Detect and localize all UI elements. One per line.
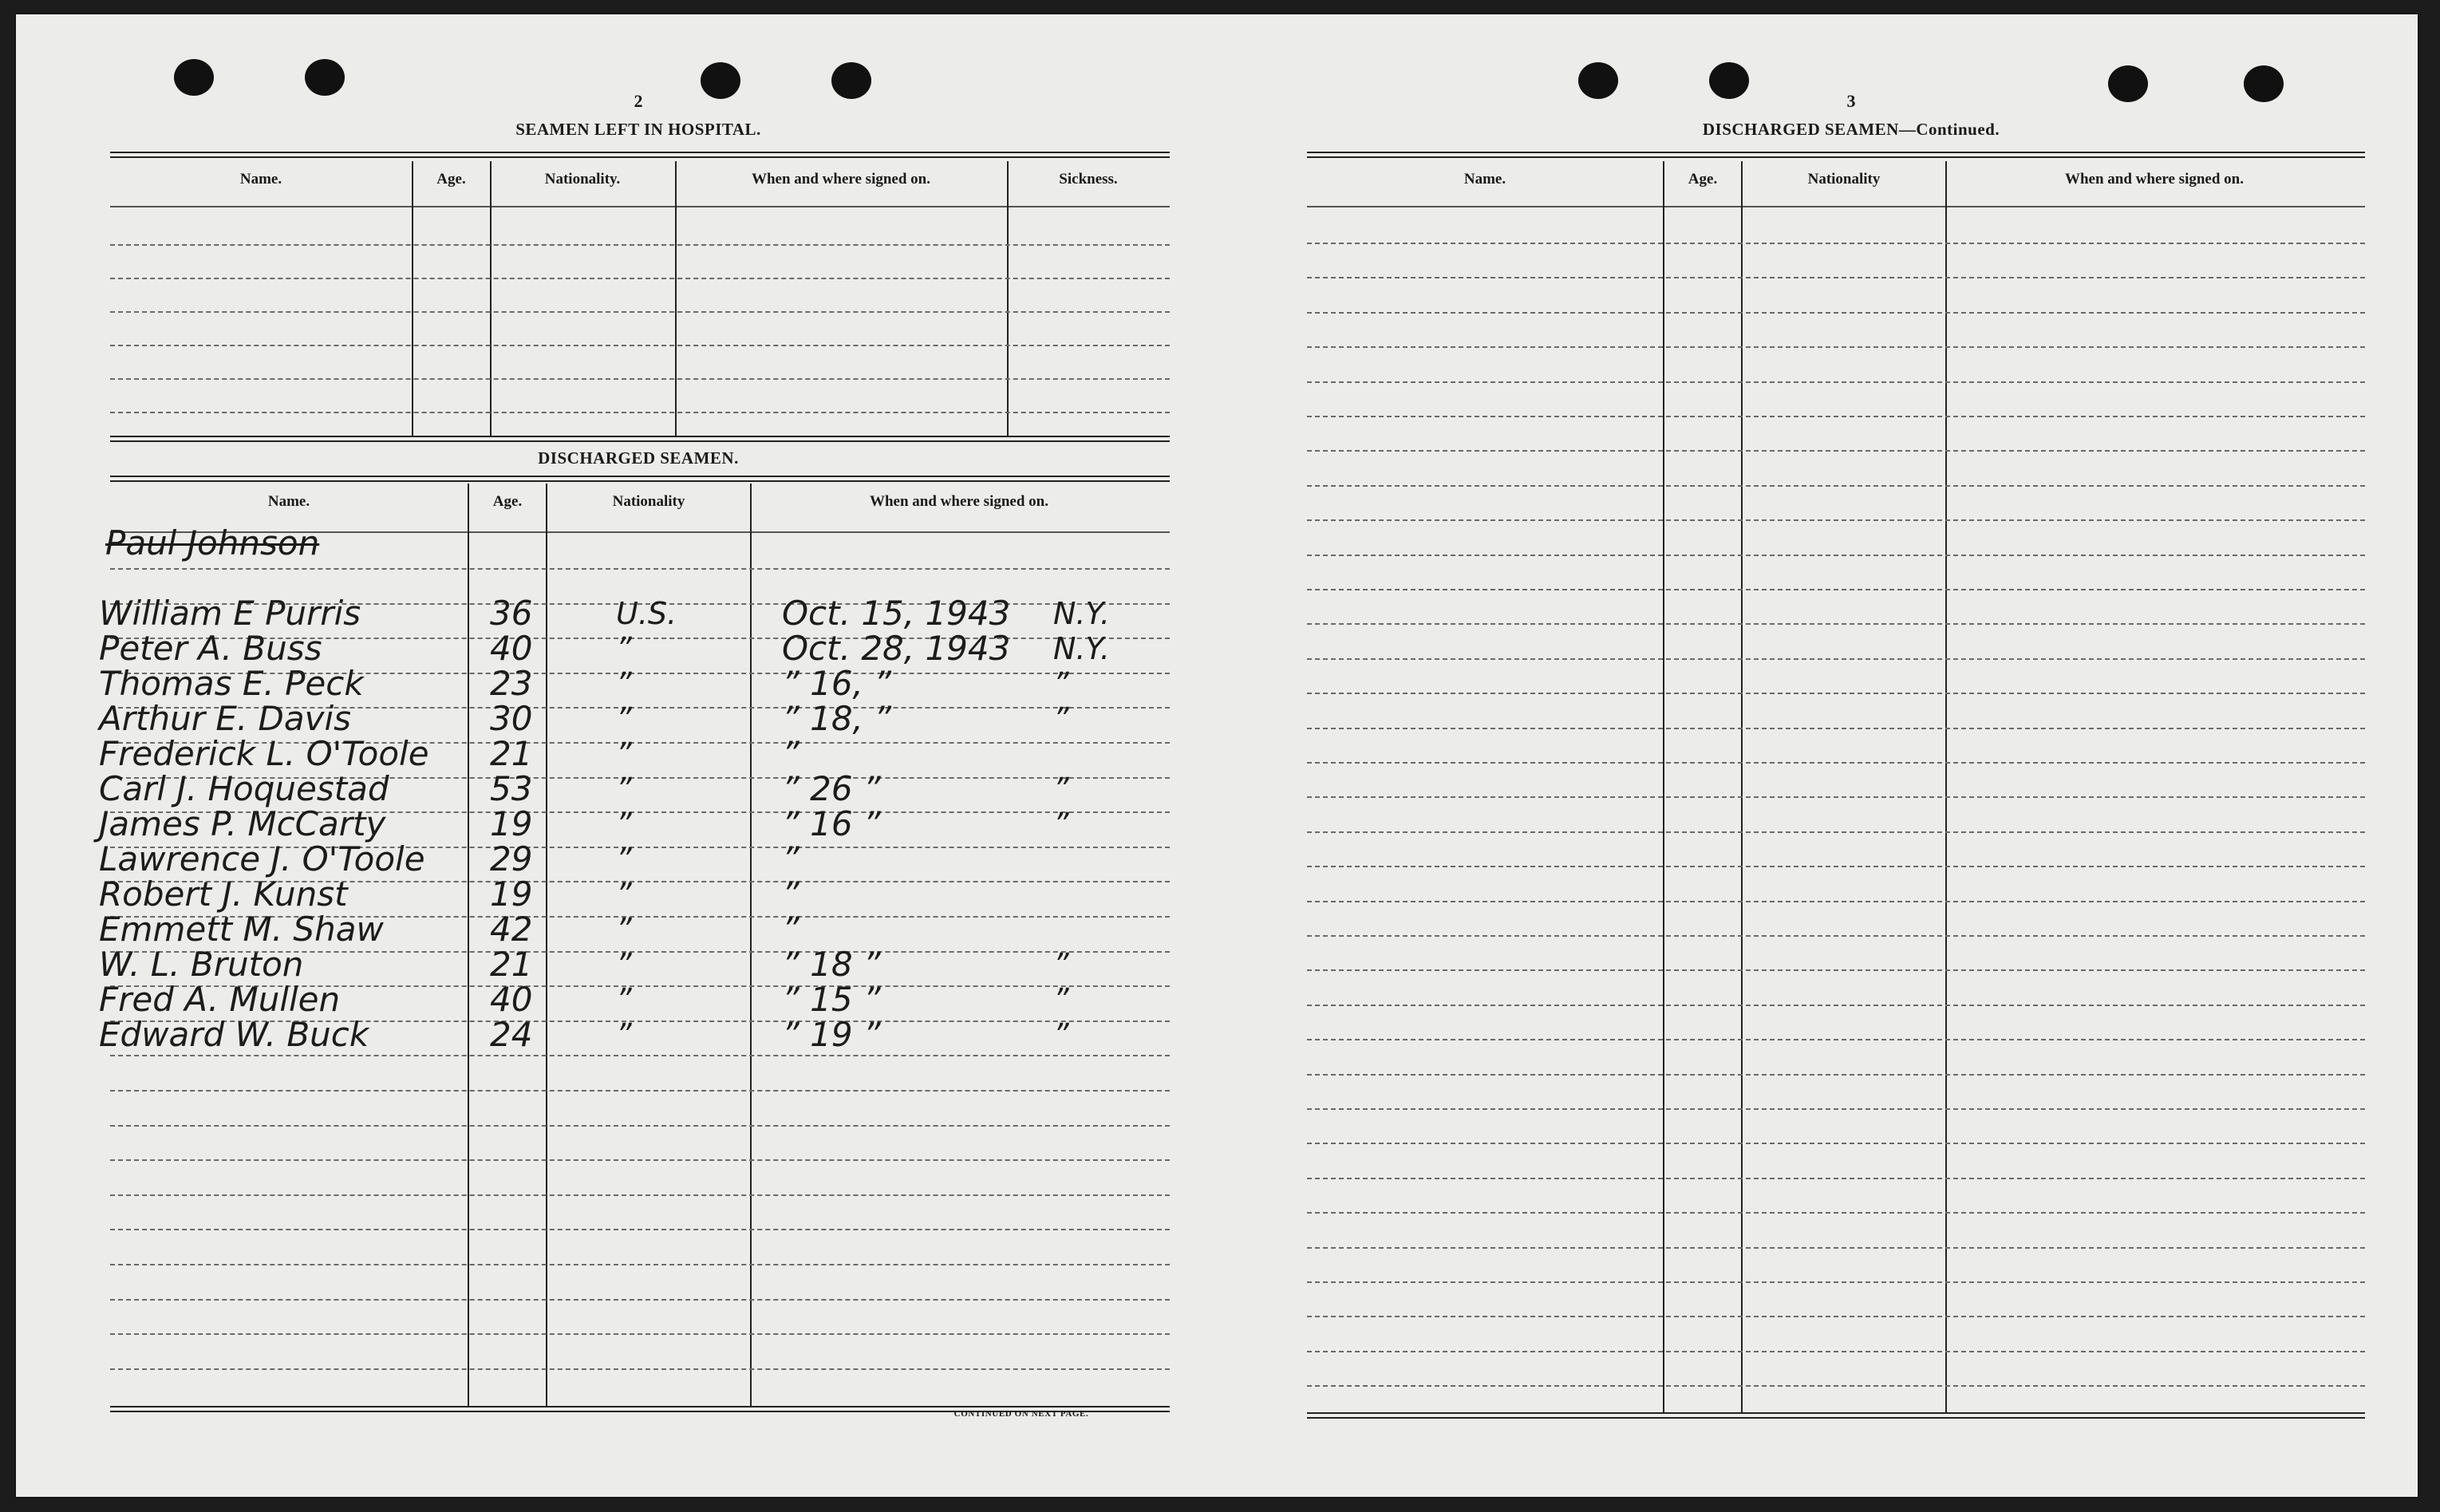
entry-date: ” 18 ” [782, 945, 881, 984]
entry-nat: ” [616, 982, 632, 1017]
ruled-line [110, 1264, 1170, 1265]
entry-age: 42 [490, 910, 533, 949]
ruled-line [110, 1090, 1170, 1092]
entry-name: Carl J. Hoquestad [99, 769, 389, 808]
entry-age: 19 [490, 804, 533, 843]
ruled-line [1307, 555, 2365, 556]
entry-nat: ” [616, 736, 632, 772]
column-divider [1007, 161, 1009, 436]
ruled-line [110, 311, 1170, 313]
entry-age: 23 [490, 664, 533, 703]
column-divider [1945, 161, 1947, 1412]
ruled-line [110, 568, 1170, 570]
entry-nat: U.S. [616, 596, 677, 631]
continued-header-name: Name. [1463, 171, 1506, 188]
punch-hole [174, 59, 214, 96]
ruled-line [1307, 728, 2365, 729]
ruled-line [1307, 658, 2365, 660]
column-divider [1741, 161, 1743, 1412]
entry-nat: ” [616, 1017, 632, 1052]
table-top-rule [1307, 156, 2365, 158]
entry-name: Peter A. Buss [99, 629, 322, 668]
table-bottom-rule [110, 436, 1170, 437]
table-top-rule [110, 156, 1170, 158]
entry-age: 24 [490, 1015, 533, 1054]
table-bottom-rule [1307, 1417, 2365, 1419]
ruled-line [1307, 796, 2365, 798]
entry-name: Fred A. Mullen [99, 980, 341, 1019]
discharged-header-signed-on: When and where signed on. [869, 493, 1048, 510]
continued-header-signed-on: When and where signed on. [2064, 171, 2244, 188]
entry-place: ” [1053, 701, 1069, 736]
entry-name: James P. McCarty [99, 804, 386, 843]
punch-hole [305, 59, 345, 96]
entry-date: ” 26 ” [782, 769, 881, 808]
entry-nat: ” [616, 631, 632, 666]
entry-nat: ” [616, 807, 632, 842]
entry-nat: ” [616, 912, 632, 947]
ruled-line [1307, 416, 2365, 417]
ruled-line [1307, 485, 2365, 487]
hospital-section-title: SEAMEN LEFT IN HOSPITAL. [515, 120, 761, 139]
ruled-line [1307, 1316, 2365, 1317]
entry-date: ” [782, 734, 800, 773]
ruled-line [1307, 1143, 2365, 1144]
entry-age: 29 [490, 839, 533, 878]
entry-name: Arthur E. Davis [99, 699, 352, 738]
column-divider [750, 484, 752, 1406]
punch-hole [2108, 65, 2148, 102]
ruled-line [1307, 1351, 2365, 1352]
ruled-line [110, 1055, 1170, 1056]
ruled-line [110, 1368, 1170, 1370]
hospital-header-age: Age. [436, 171, 466, 188]
entry-place: ” [1053, 807, 1069, 842]
hospital-header-signed-on: When and where signed on. [751, 171, 930, 188]
ruled-line [1307, 589, 2365, 590]
entry-date: ” 16 ” [782, 804, 881, 843]
ruled-line [110, 412, 1170, 413]
entry-name: Emmett M. Shaw [99, 910, 384, 949]
punch-hole [831, 62, 871, 99]
entry-age: 21 [490, 734, 533, 773]
table-top-rule [110, 152, 1170, 153]
continued-header-nationality: Nationality [1807, 171, 1881, 188]
ruled-line [1307, 1247, 2365, 1249]
entry-place: ” [1053, 666, 1069, 701]
ruled-line [1307, 519, 2365, 521]
ruled-line [1307, 312, 2365, 314]
entry-place: N.Y. [1053, 596, 1110, 631]
header-underline [110, 206, 1170, 207]
ruled-line [1307, 1039, 2365, 1040]
entry-place: ” [1053, 772, 1069, 807]
ruled-line [1307, 450, 2365, 452]
entry-age: 36 [490, 594, 533, 633]
table-bottom-rule [1307, 1412, 2365, 1414]
entry-age: 40 [490, 629, 533, 668]
entry-date: ” [782, 874, 800, 914]
ruled-line [110, 244, 1170, 246]
table-bottom-rule [110, 1406, 1170, 1407]
ruled-line [1307, 243, 2365, 244]
ruled-line [1307, 866, 2365, 867]
table-bottom-rule [110, 440, 1170, 442]
continued-header-age: Age. [1688, 171, 1718, 188]
entry-date: ” 16, ” [782, 664, 892, 703]
entry-date: ” 18, ” [782, 699, 892, 738]
punch-hole [701, 62, 740, 99]
entry-nat: ” [616, 877, 632, 912]
ruled-line [110, 1299, 1170, 1301]
column-divider [490, 161, 492, 436]
discharged-header-age: Age. [492, 493, 523, 510]
table-top-rule [110, 476, 1170, 477]
entry-age: 19 [490, 874, 533, 914]
entry-date: ” [782, 910, 800, 949]
struck-name-entry: Paul Johnson [105, 523, 320, 563]
hospital-header-name: Name. [239, 171, 282, 188]
table-top-rule [110, 480, 1170, 482]
ruled-line [1307, 346, 2365, 348]
entry-date: Oct. 15, 1943 [782, 594, 1011, 633]
ruled-line [1307, 1074, 2365, 1076]
ruled-line [1307, 1005, 2365, 1006]
discharged-section-title: DISCHARGED SEAMEN. [538, 448, 739, 468]
entry-age: 30 [490, 699, 533, 738]
ruled-line [1307, 1178, 2365, 1179]
ruled-line [110, 1194, 1170, 1196]
ruled-line [1307, 1385, 2365, 1387]
column-divider [675, 161, 677, 436]
column-divider [468, 484, 469, 1406]
entry-date: ” 15 ” [782, 980, 881, 1019]
entry-age: 21 [490, 945, 533, 984]
entry-date: ” [782, 839, 800, 878]
column-divider [1663, 161, 1664, 1412]
page-number: 2 [634, 91, 643, 111]
entry-nat: ” [616, 947, 632, 982]
ruled-line [1307, 623, 2365, 625]
entry-name: William E Purris [99, 594, 361, 633]
column-divider [546, 484, 547, 1406]
entry-age: 53 [490, 769, 533, 808]
ruled-line [110, 278, 1170, 279]
ruled-line [1307, 762, 2365, 764]
entry-date: ” 19 ” [782, 1015, 881, 1054]
page-number: 3 [1846, 91, 1856, 111]
entry-date: Oct. 28, 1943 [782, 629, 1011, 668]
ruled-line [1307, 969, 2365, 971]
ruled-line [1307, 901, 2365, 902]
ruled-line [110, 345, 1170, 346]
continued-section-title: DISCHARGED SEAMEN—Continued. [1702, 120, 2000, 139]
header-underline [1307, 206, 2365, 207]
hospital-header-sickness: Sickness. [1059, 171, 1118, 188]
entry-name: Edward W. Buck [99, 1015, 369, 1054]
ruled-line [110, 1333, 1170, 1335]
punch-hole [2244, 65, 2284, 102]
ruled-line [110, 378, 1170, 380]
ruled-line [1307, 1212, 2365, 1214]
entry-nat: ” [616, 842, 632, 877]
punch-hole [1578, 62, 1618, 99]
ruled-line [1307, 693, 2365, 694]
entry-name: Thomas E. Peck [99, 664, 364, 703]
entry-place: ” [1053, 1017, 1069, 1052]
ruled-line [1307, 1281, 2365, 1283]
discharged-header-name: Name. [267, 493, 310, 510]
ruled-line [1307, 1108, 2365, 1110]
entry-name: Lawrence J. O'Toole [99, 839, 425, 878]
entry-name: W. L. Bruton [99, 945, 304, 984]
ruled-line [110, 1159, 1170, 1161]
entry-name: Frederick L. O'Toole [99, 734, 429, 773]
entry-nat: ” [616, 701, 632, 736]
ruled-line [1307, 831, 2365, 833]
table-top-rule [1307, 152, 2365, 153]
entry-place: N.Y. [1053, 631, 1110, 666]
discharged-header-nationality: Nationality [612, 493, 685, 510]
hospital-header-nationality: Nationality. [544, 171, 621, 188]
ruled-line [110, 1125, 1170, 1127]
entry-place: ” [1053, 982, 1069, 1017]
entry-nat: ” [616, 772, 632, 807]
entry-age: 40 [490, 980, 533, 1019]
document-sheet [16, 14, 2418, 1497]
column-divider [412, 161, 413, 436]
ruled-line [1307, 381, 2365, 383]
continued-footer: CONTINUED ON NEXT PAGE. [953, 1409, 1089, 1419]
punch-hole [1709, 62, 1749, 99]
entry-name: Robert J. Kunst [99, 874, 348, 914]
ruled-line [110, 1229, 1170, 1230]
entry-place: ” [1053, 947, 1069, 982]
ruled-line [1307, 935, 2365, 937]
ruled-line [1307, 277, 2365, 278]
entry-nat: ” [616, 666, 632, 701]
